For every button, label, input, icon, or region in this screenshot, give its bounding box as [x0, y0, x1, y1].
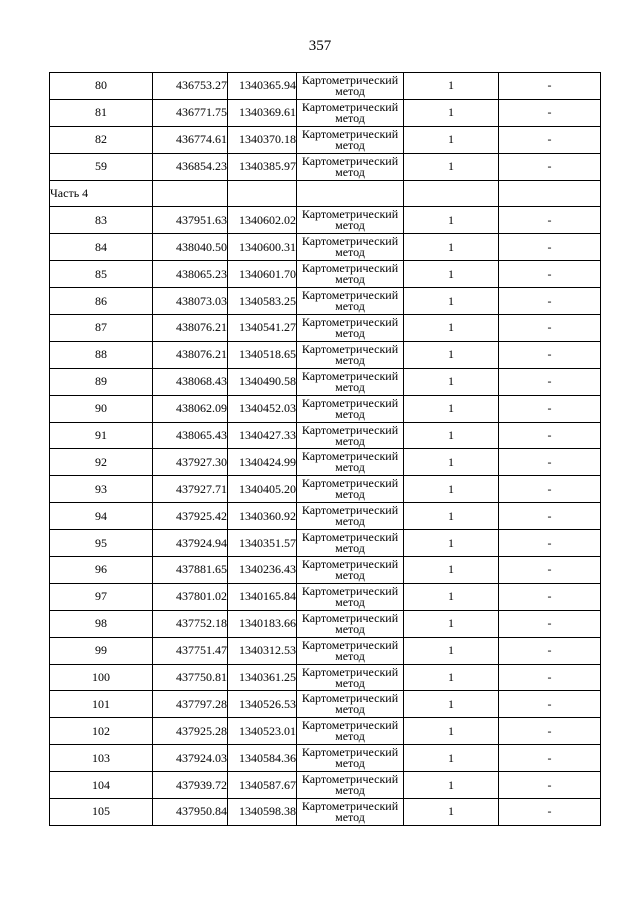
coordinate-x: 437801.02 — [153, 583, 228, 610]
table-row — [50, 772, 601, 799]
coordinate-x: 437951.63 — [153, 207, 228, 234]
table-row — [50, 583, 601, 610]
coordinate-x: 437924.94 — [153, 530, 228, 557]
note-value: - — [499, 745, 601, 772]
accuracy-value: 1 — [404, 73, 499, 100]
point-number: 81 — [50, 99, 153, 126]
method-line-2: метод — [335, 164, 365, 179]
accuracy-value: 1 — [404, 557, 499, 584]
method-line-1: Картометрический — [301, 449, 399, 464]
coordinate-y: 1340183.66 — [228, 610, 297, 637]
coordinate-y: 1340526.53 — [228, 691, 297, 718]
method-line-1: Картометрический — [301, 503, 399, 518]
method-line-1: Картометрический — [301, 288, 399, 303]
accuracy-value: 1 — [404, 368, 499, 395]
table-row — [50, 664, 601, 691]
method-cell — [297, 610, 404, 637]
method-line-1: Картометрический — [301, 207, 399, 222]
method-cell — [297, 637, 404, 664]
table-row — [50, 476, 601, 503]
table-row — [50, 99, 601, 126]
method-line-1: Картометрический — [301, 368, 399, 383]
table-row — [50, 691, 601, 718]
part-label: Часть 4 — [50, 180, 153, 207]
point-number: 92 — [50, 449, 153, 476]
accuracy-value: 1 — [404, 153, 499, 180]
accuracy-value: 1 — [404, 691, 499, 718]
accuracy-value: 1 — [404, 664, 499, 691]
coordinate-y: 1340427.33 — [228, 422, 297, 449]
method-cell — [297, 691, 404, 718]
note-value: - — [499, 288, 601, 315]
method-line-2: метод — [335, 379, 365, 394]
accuracy-value: 1 — [404, 476, 499, 503]
method-line-2: метод — [335, 218, 365, 233]
coordinate-y: 1340405.20 — [228, 476, 297, 503]
method-line-2: метод — [335, 783, 365, 798]
method-cell — [297, 126, 404, 153]
accuracy-value: 1 — [404, 126, 499, 153]
point-number: 102 — [50, 718, 153, 745]
coordinate-y: 1340236.43 — [228, 557, 297, 584]
method-line-1: Картометрический — [301, 314, 399, 329]
method-cell — [297, 422, 404, 449]
coordinate-y: 1340541.27 — [228, 315, 297, 342]
note-value: - — [499, 583, 601, 610]
accuracy-value: 1 — [404, 503, 499, 530]
coordinate-x: 436774.61 — [153, 126, 228, 153]
accuracy-value: 1 — [404, 341, 499, 368]
method-cell — [297, 153, 404, 180]
method-cell — [297, 261, 404, 288]
table-row — [50, 153, 601, 180]
coordinate-y: 1340370.18 — [228, 126, 297, 153]
coordinate-x: 437752.18 — [153, 610, 228, 637]
note-value: - — [499, 530, 601, 557]
coordinate-y: 1340360.92 — [228, 503, 297, 530]
method-line-1: Картометрический — [301, 153, 399, 168]
coordinate-y: 1340598.38 — [228, 799, 297, 826]
method-line-2: метод — [335, 702, 365, 717]
accuracy-value: 1 — [404, 395, 499, 422]
point-number: 83 — [50, 207, 153, 234]
accuracy-value: 1 — [404, 99, 499, 126]
point-number: 87 — [50, 315, 153, 342]
method-line-2: метод — [335, 567, 365, 582]
accuracy-value: 1 — [404, 315, 499, 342]
method-cell — [297, 718, 404, 745]
coordinates-table — [49, 72, 601, 826]
point-number: 93 — [50, 476, 153, 503]
point-number: 96 — [50, 557, 153, 584]
method-cell — [297, 368, 404, 395]
note-value: - — [499, 126, 601, 153]
method-line-2: метод — [335, 433, 365, 448]
note-value: - — [499, 207, 601, 234]
coordinate-x: 438062.09 — [153, 395, 228, 422]
note-value: - — [499, 718, 601, 745]
accuracy-value: 1 — [404, 207, 499, 234]
note-value: - — [499, 691, 601, 718]
accuracy-value: 1 — [404, 234, 499, 261]
point-number: 82 — [50, 126, 153, 153]
method-line-1: Картометрический — [301, 395, 399, 410]
coordinate-x: 437950.84 — [153, 799, 228, 826]
method-cell — [297, 288, 404, 315]
accuracy-value: 1 — [404, 530, 499, 557]
method-cell — [297, 207, 404, 234]
coordinate-x: 437925.42 — [153, 503, 228, 530]
table-row — [50, 261, 601, 288]
method-cell — [297, 745, 404, 772]
point-number: 80 — [50, 73, 153, 100]
note-value: - — [499, 315, 601, 342]
note-value: - — [499, 341, 601, 368]
method-cell — [297, 73, 404, 100]
note-value: - — [499, 99, 601, 126]
point-number: 89 — [50, 368, 153, 395]
method-cell — [297, 395, 404, 422]
point-number: 101 — [50, 691, 153, 718]
method-line-1: Картометрический — [301, 664, 399, 679]
accuracy-value: 1 — [404, 583, 499, 610]
accuracy-value: 1 — [404, 422, 499, 449]
method-line-2: метод — [335, 299, 365, 314]
note-value: - — [499, 368, 601, 395]
coordinate-x: 438040.50 — [153, 234, 228, 261]
note-value: - — [499, 772, 601, 799]
coordinate-y: 1340312.53 — [228, 637, 297, 664]
coordinate-y: 1340365.94 — [228, 73, 297, 100]
coordinate-x: 437881.65 — [153, 557, 228, 584]
coordinate-x: 437925.28 — [153, 718, 228, 745]
empty-cell — [499, 180, 601, 207]
method-line-2: метод — [335, 514, 365, 529]
coordinate-x: 438073.03 — [153, 288, 228, 315]
note-value: - — [499, 664, 601, 691]
method-line-1: Картометрический — [301, 72, 399, 87]
table-row — [50, 315, 601, 342]
method-line-1: Картометрический — [301, 476, 399, 491]
point-number: 85 — [50, 261, 153, 288]
point-number: 98 — [50, 610, 153, 637]
note-value: - — [499, 73, 601, 100]
accuracy-value: 1 — [404, 288, 499, 315]
method-line-2: метод — [335, 594, 365, 609]
note-value: - — [499, 503, 601, 530]
note-value: - — [499, 557, 601, 584]
table-row — [50, 799, 601, 826]
table-row — [50, 637, 601, 664]
coordinate-x: 437751.47 — [153, 637, 228, 664]
accuracy-value: 1 — [404, 637, 499, 664]
coordinate-x: 438076.21 — [153, 315, 228, 342]
accuracy-value: 1 — [404, 261, 499, 288]
method-line-1: Картометрический — [301, 637, 399, 652]
coordinate-x: 436854.23 — [153, 153, 228, 180]
table-row — [50, 503, 601, 530]
table-row — [50, 395, 601, 422]
coordinate-y: 1340583.25 — [228, 288, 297, 315]
method-line-2: метод — [335, 487, 365, 502]
coordinate-y: 1340518.65 — [228, 341, 297, 368]
coordinate-y: 1340490.58 — [228, 368, 297, 395]
method-line-2: метод — [335, 756, 365, 771]
coordinate-y: 1340165.84 — [228, 583, 297, 610]
method-line-1: Картометрический — [301, 126, 399, 141]
coordinate-x: 437924.03 — [153, 745, 228, 772]
point-number: 97 — [50, 583, 153, 610]
method-cell — [297, 476, 404, 503]
method-line-1: Картометрический — [301, 691, 399, 706]
table-row — [50, 610, 601, 637]
method-line-2: метод — [335, 83, 365, 98]
note-value: - — [499, 476, 601, 503]
coordinate-x: 437750.81 — [153, 664, 228, 691]
method-cell — [297, 557, 404, 584]
table-row — [50, 126, 601, 153]
method-line-1: Картометрический — [301, 341, 399, 356]
note-value: - — [499, 153, 601, 180]
method-cell — [297, 99, 404, 126]
table-row — [50, 745, 601, 772]
method-line-2: метод — [335, 675, 365, 690]
coordinate-x: 438065.43 — [153, 422, 228, 449]
note-value: - — [499, 261, 601, 288]
note-value: - — [499, 422, 601, 449]
method-line-2: метод — [335, 648, 365, 663]
accuracy-value: 1 — [404, 610, 499, 637]
coordinate-x: 437939.72 — [153, 772, 228, 799]
method-line-2: метод — [335, 245, 365, 260]
method-line-1: Картометрический — [301, 772, 399, 787]
method-line-2: метод — [335, 137, 365, 152]
point-number: 91 — [50, 422, 153, 449]
point-number: 105 — [50, 799, 153, 826]
note-value: - — [499, 799, 601, 826]
method-line-1: Картометрический — [301, 422, 399, 437]
method-cell — [297, 772, 404, 799]
table-row — [50, 422, 601, 449]
table-row — [50, 718, 601, 745]
note-value: - — [499, 610, 601, 637]
table-row — [50, 368, 601, 395]
page-number: 357 — [308, 38, 332, 54]
point-number: 86 — [50, 288, 153, 315]
method-line-2: метод — [335, 352, 365, 367]
method-line-2: метод — [335, 460, 365, 475]
method-cell — [297, 583, 404, 610]
note-value: - — [499, 395, 601, 422]
point-number: 88 — [50, 341, 153, 368]
point-number: 90 — [50, 395, 153, 422]
method-cell — [297, 664, 404, 691]
table-row — [50, 73, 601, 100]
note-value: - — [499, 637, 601, 664]
coordinate-y: 1340424.99 — [228, 449, 297, 476]
empty-cell — [404, 180, 499, 207]
accuracy-value: 1 — [404, 745, 499, 772]
method-line-1: Картометрический — [301, 610, 399, 625]
method-line-1: Картометрический — [301, 556, 399, 571]
table-row — [50, 449, 601, 476]
coordinate-y: 1340587.67 — [228, 772, 297, 799]
note-value: - — [499, 234, 601, 261]
method-line-1: Картометрический — [301, 718, 399, 733]
method-cell — [297, 530, 404, 557]
method-line-1: Картометрический — [301, 234, 399, 249]
table-row — [50, 341, 601, 368]
accuracy-value: 1 — [404, 449, 499, 476]
coordinate-y: 1340385.97 — [228, 153, 297, 180]
coordinate-x: 437797.28 — [153, 691, 228, 718]
point-number: 99 — [50, 637, 153, 664]
method-line-2: метод — [335, 325, 365, 340]
accuracy-value: 1 — [404, 718, 499, 745]
table-row — [50, 234, 601, 261]
method-line-2: метод — [335, 110, 365, 125]
method-line-1: Картометрический — [301, 583, 399, 598]
coordinate-x: 437927.30 — [153, 449, 228, 476]
method-cell — [297, 315, 404, 342]
coordinate-y: 1340600.31 — [228, 234, 297, 261]
point-number: 104 — [50, 772, 153, 799]
part-header-row — [50, 180, 601, 207]
point-number: 103 — [50, 745, 153, 772]
point-number: 95 — [50, 530, 153, 557]
empty-cell — [228, 180, 297, 207]
note-value: - — [499, 449, 601, 476]
point-number: 94 — [50, 503, 153, 530]
method-line-1: Картометрический — [301, 99, 399, 114]
method-line-2: метод — [335, 406, 365, 421]
coordinate-y: 1340452.03 — [228, 395, 297, 422]
method-line-2: метод — [335, 541, 365, 556]
coordinate-y: 1340584.36 — [228, 745, 297, 772]
method-line-1: Картометрический — [301, 798, 399, 813]
method-cell — [297, 799, 404, 826]
method-line-1: Картометрический — [301, 261, 399, 276]
coordinate-x: 437927.71 — [153, 476, 228, 503]
method-line-1: Картометрический — [301, 745, 399, 760]
coordinate-x: 438076.21 — [153, 341, 228, 368]
point-number: 84 — [50, 234, 153, 261]
method-cell — [297, 503, 404, 530]
accuracy-value: 1 — [404, 799, 499, 826]
method-line-1: Картометрический — [301, 530, 399, 545]
method-line-2: метод — [335, 809, 365, 824]
table-row — [50, 557, 601, 584]
point-number: 100 — [50, 664, 153, 691]
method-cell — [297, 449, 404, 476]
coordinate-y: 1340601.70 — [228, 261, 297, 288]
method-line-2: метод — [335, 272, 365, 287]
table-row — [50, 207, 601, 234]
coordinate-x: 436753.27 — [153, 73, 228, 100]
coordinate-x: 436771.75 — [153, 99, 228, 126]
coordinate-y: 1340602.02 — [228, 207, 297, 234]
coordinate-y: 1340369.61 — [228, 99, 297, 126]
empty-cell — [153, 180, 228, 207]
point-number: 59 — [50, 153, 153, 180]
method-cell — [297, 234, 404, 261]
table-row — [50, 530, 601, 557]
coordinate-x: 438068.43 — [153, 368, 228, 395]
coordinate-y: 1340351.57 — [228, 530, 297, 557]
method-cell — [297, 341, 404, 368]
table-body — [50, 73, 601, 826]
table-row — [50, 288, 601, 315]
accuracy-value: 1 — [404, 772, 499, 799]
method-line-2: метод — [335, 621, 365, 636]
coordinate-y: 1340523.01 — [228, 718, 297, 745]
empty-cell — [297, 180, 404, 207]
coordinate-y: 1340361.25 — [228, 664, 297, 691]
method-line-2: метод — [335, 729, 365, 744]
coordinate-x: 438065.23 — [153, 261, 228, 288]
